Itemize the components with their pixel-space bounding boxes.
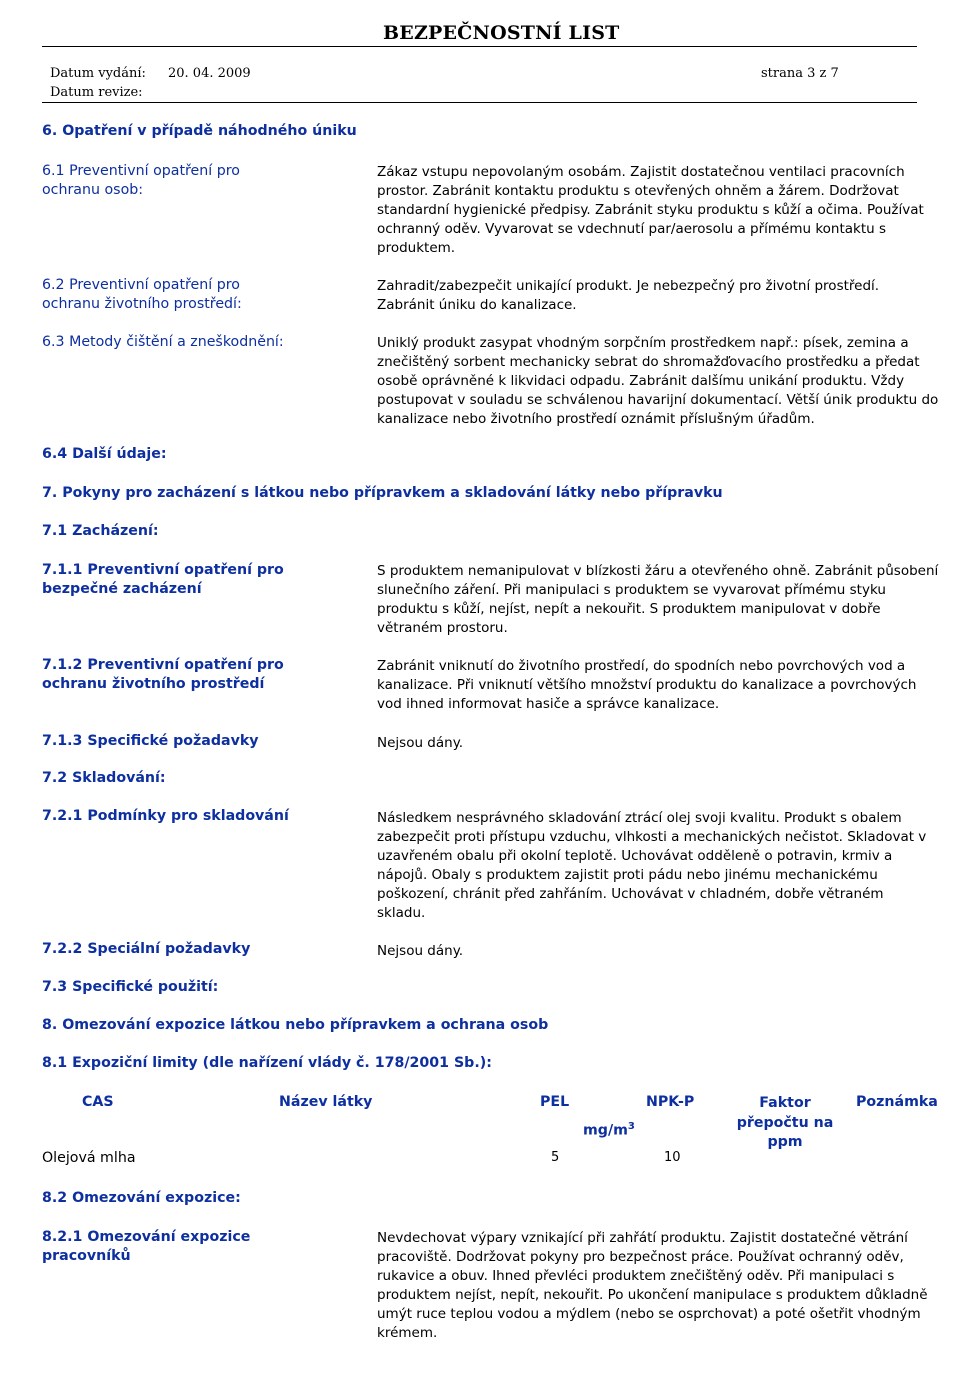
table-header-factor-line2: přepočtu na bbox=[736, 1114, 834, 1131]
revision-date-label: Datum revize: bbox=[50, 85, 143, 100]
section-7-1-1-text: S produktem nemanipulovat v blízkosti žáru a otevřeného ohně. Zabránit působení slunečního záření. Při manipulaci s produktem se vyvarovat přímému styku produktu s kůží, nejíst, nepít a nekouřit. S produktem manipulovat v dobře větraném prostoru. bbox=[377, 563, 939, 637]
section-7-1-3-text: Nejsou dány. bbox=[377, 735, 464, 751]
section-6-1-label-line2: ochranu osob: bbox=[42, 182, 144, 198]
section-7-1-label: 7.1 Zacházení: bbox=[42, 523, 159, 539]
section-6-2-label-line1: 6.2 Preventivní opatření pro bbox=[42, 277, 240, 293]
header-rule-bottom bbox=[42, 102, 917, 103]
section-7-1-3-label: 7.1.3 Specifické požadavky bbox=[42, 733, 259, 749]
table-header-note: Poznámka bbox=[856, 1094, 938, 1110]
table-header-factor-line3: ppm bbox=[767, 1134, 803, 1150]
table-header-name: Název látky bbox=[279, 1094, 373, 1110]
table-unit-superscript: 3 bbox=[627, 1121, 635, 1132]
section-6-2-label bbox=[42, 276, 242, 314]
issue-date-value: 20. 04. 2009 bbox=[168, 66, 251, 81]
table-header-cas: CAS bbox=[82, 1094, 114, 1110]
section-6-4-label: 6.4 Další údaje: bbox=[42, 446, 167, 462]
section-6-title: 6. Opatření v případě náhodného úniku bbox=[42, 123, 357, 139]
section-8-1-label: 8.1 Expoziční limity (dle nařízení vlády č. 178/2001 Sb.): bbox=[42, 1055, 492, 1071]
section-8-2-1-label-line2: pracovníků bbox=[42, 1248, 131, 1264]
section-8-2-1-label-line1: 8.2.1 Omezování expozice bbox=[42, 1229, 251, 1245]
section-6-1-label bbox=[42, 162, 240, 200]
section-7-2-2-label: 7.2.2 Speciální požadavky bbox=[42, 941, 251, 957]
section-7-2-label: 7.2 Skladování: bbox=[42, 770, 166, 786]
section-8-2-1-text: Nevdechovat výpary vznikající při zahřátí produktu. Zajistit dostatečné větrání pracoviště. Dodržovat pokyny pro bezpečnost práce. Používat ochranný oděv, rukavice a obuv. Ihned převléci produktem znečištěný oděv. Při manipulaci s produktem nejíst, nepít, nekouřit. Po ukončení manipulace s produktem důkladně umýt ruce teplou vodou a mýdlem (nebo se osprchovat) a poté ošetřit vhodným krémem. bbox=[377, 1230, 928, 1342]
issue-date-label: Datum vydání: bbox=[50, 66, 146, 81]
section-6-2-label-line2: ochranu životního prostředí: bbox=[42, 296, 242, 312]
section-7-1-2-label-line2: ochranu životního prostředí bbox=[42, 676, 265, 692]
table-unit-text: mg/m bbox=[583, 1122, 628, 1139]
header-rule-top bbox=[42, 46, 917, 47]
table-unit bbox=[583, 1121, 635, 1139]
table-header-pel: PEL bbox=[540, 1094, 570, 1110]
table-row-npk: 10 bbox=[664, 1150, 681, 1165]
section-6-2-text: Zahradit/zabezpečit unikající produkt. Je nebezpečný pro životní prostředí. Zabránit úniku do kanalizace. bbox=[377, 278, 880, 314]
section-7-2-1-text: Následkem nesprávného skladování ztrácí olej svoji kvalitu. Produkt s obalem zabezpečit proti přístupu vzduchu, vlhkosti a mechanických nečistot. Skladovat v uzavřeném obalu při okolní teplotě. Uchovávat odděleně o potravin, krmiv a nápojů. Obaly s produktem zajistit proti pádu nebo jinému mechanickému poškození, chránit před zahřáním. Uchovávat v chladném, dobře větraném skladu. bbox=[377, 810, 927, 922]
section-8-title: 8. Omezování expozice látkou nebo přípravkem a ochrana osob bbox=[42, 1017, 549, 1033]
section-6-3-label: 6.3 Metody čištění a zneškodnění: bbox=[42, 334, 284, 350]
section-6-1-text: Zákaz vstupu nepovolaným osobám. Zajistit dostatečnou ventilaci pracovních prostor. Zabránit kontaktu produktu s otevřených ohněm a žárem. Dodržovat standardní hygienické předpisy. Zabránit styku produktu s kůží a očima. Používat ochranný oděv. Vyvarovat se vdechnutí par/aerosolu a přímému kontaktu s produktem. bbox=[377, 164, 924, 257]
section-7-1-1-label-line1: 7.1.1 Preventivní opatření pro bbox=[42, 562, 284, 578]
table-header-factor-line1: Faktor bbox=[759, 1095, 811, 1111]
table-header-factor bbox=[735, 1094, 835, 1153]
section-7-1-1-label bbox=[42, 561, 284, 599]
section-6-1-label-line1: 6.1 Preventivní opatření pro bbox=[42, 163, 240, 179]
section-7-1-2-text: Zabránit vniknutí do životního prostředí, do spodních nebo povrchových vod a kanalizace. Při vniknutí většího množství produktu do kanalizace a povrchových vod ihned informovat hasiče a správce kanalizace. bbox=[377, 658, 917, 713]
section-7-1-2-label bbox=[42, 656, 284, 694]
section-7-3-label: 7.3 Specifické použití: bbox=[42, 979, 219, 995]
section-7-2-2-text: Nejsou dány. bbox=[377, 943, 464, 959]
section-7-2-1-label: 7.2.1 Podmínky pro skladování bbox=[42, 808, 289, 824]
section-7-title: 7. Pokyny pro zacházení s látkou nebo přípravkem a skladování látky nebo přípravku bbox=[42, 485, 723, 501]
section-6-3-text: Uniklý produkt zasypat vhodným sorpčním prostředkem např.: písek, zemina a znečištěný sorbent mechanicky sebrat do shromažďovacího prostředku a předat osobě oprávněné k likvidaci odpadu. Zabránit dalšímu unikání produktu. Vždy postupovat v souladu se schválenou havarijní dokumentací. Větší únik produktu do kanalizace nebo životního prostředí oznámit příslušným úřadům. bbox=[377, 335, 939, 428]
table-row-pel: 5 bbox=[551, 1150, 560, 1165]
section-7-1-2-label-line1: 7.1.2 Preventivní opatření pro bbox=[42, 657, 284, 673]
section-8-2-label: 8.2 Omezování expozice: bbox=[42, 1190, 241, 1206]
table-header-npk: NPK-P bbox=[646, 1094, 695, 1110]
section-7-1-1-label-line2: bezpečné zacházení bbox=[42, 581, 202, 597]
page-number: strana 3 z 7 bbox=[761, 66, 839, 81]
section-8-2-1-label bbox=[42, 1228, 250, 1266]
table-row-name: Olejová mlha bbox=[42, 1150, 136, 1166]
document-title: BEZPEČNOSTNÍ LIST bbox=[383, 22, 620, 44]
